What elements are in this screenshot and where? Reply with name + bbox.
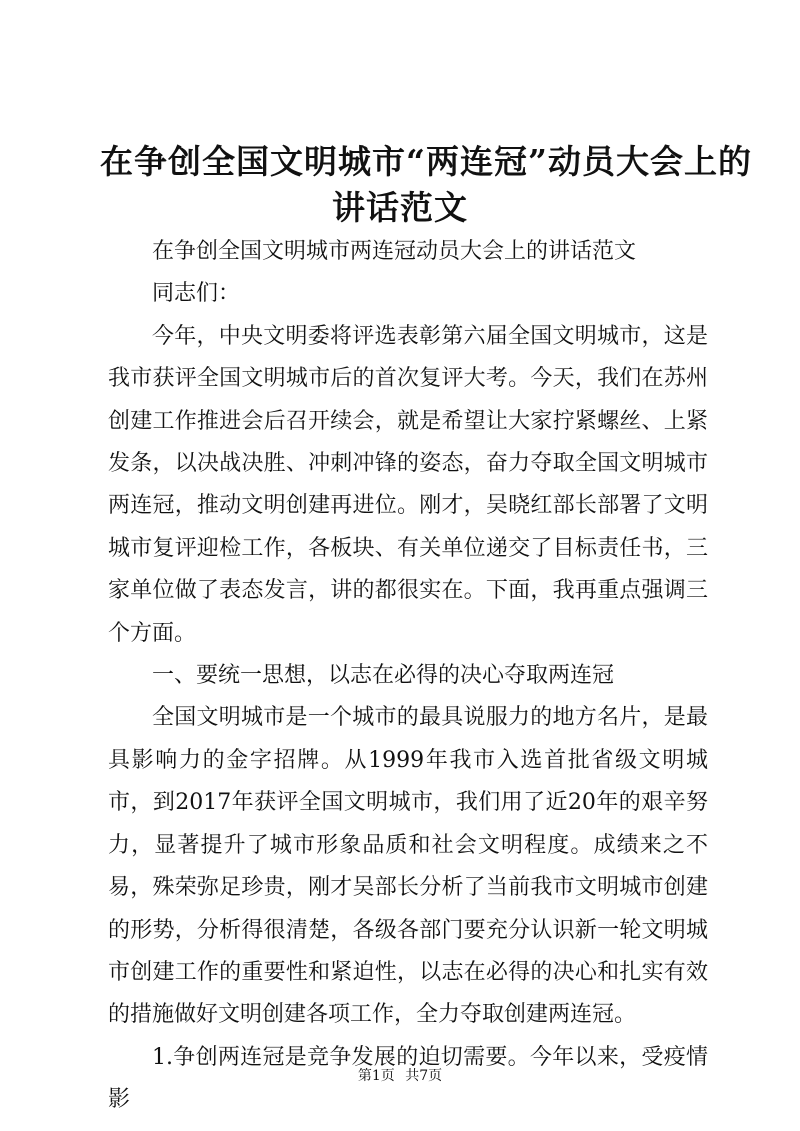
salutation-paragraph: 同志们： <box>152 281 241 307</box>
subtitle-paragraph: 在争创全国文明城市两连冠动员大会上的讲话范文 <box>152 239 637 264</box>
body-paragraph: 全国文明城市是一个城市的最具说服力的地方名片，是最具影响力的金字招牌。从1999年我市入选首批省级文明城市，到2017年获评全国文明城市，我们用了近20年的艰辛努力，显著提升了城市形象品质和社会文明程度。成绩来之不易，殊荣弥足珍贵，刚才吴部长分析了当前我市文明城市创建的形势，分析得很清楚，各级各部门要充分认识新一轮文明城市创建工作的重要性和紧迫性，以志在必得的决心和扎实有效的措施做好文明创建各项工作，全力夺取创建两连冠。 <box>108 705 708 1028</box>
section-heading: 一、要统一思想，以志在必得的决心夺取两连冠 <box>152 663 615 689</box>
page-footer <box>0 1066 800 1086</box>
document-title-line-1: 在争创全国文明城市“两连冠”动员大会上的 <box>100 142 752 181</box>
page-number: 第1页 <box>357 1068 395 1084</box>
document-body <box>108 231 708 1122</box>
page-total: 共7页 <box>405 1068 443 1084</box>
document-title-line-2: 讲话范文 <box>332 188 468 227</box>
body-paragraph: 今年，中央文明委将评选表彰第六届全国文明城市，这是我市获评全国文明城市后的首次复评大考。今天，我们在苏州创建工作推进会后召开续会，就是希望让大家拧紧螺丝、上紧发条，以决战决胜、冲刺冲锋的姿态，奋力夺取全国文明城市两连冠，推动文明创建再进位。刚才，吴晓红部长部署了文明城市复评迎检工作，各板块、有关单位递交了目标责任书，三家单位做了表态发言，讲的都很实在。下面，我再重点强调三个方面。 <box>108 323 708 646</box>
body-paragraph: 1.争创两连冠是竞争发展的迫切需要。今年以来，受疫情影 <box>108 1044 708 1113</box>
